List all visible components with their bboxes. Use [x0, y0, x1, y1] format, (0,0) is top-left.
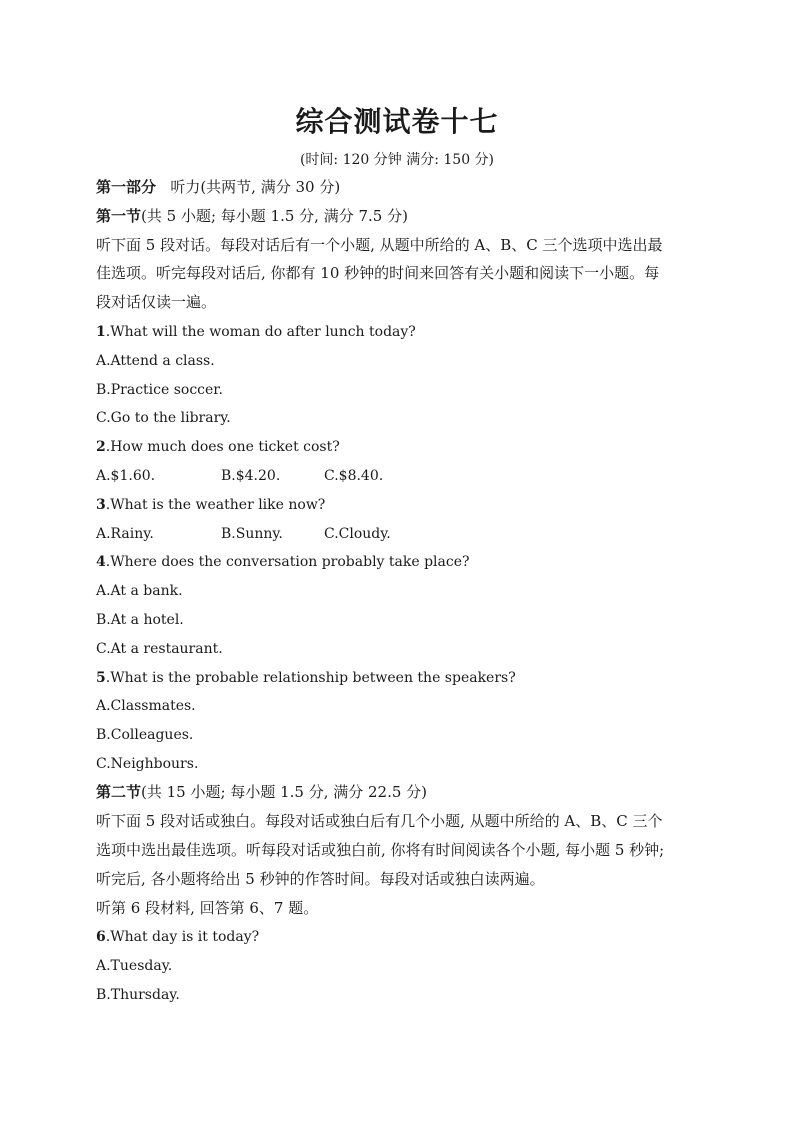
- part1-heading: [96, 178, 340, 196]
- option-a: A.Classmates.: [96, 698, 196, 714]
- section2-instruction-line: 听下面 5 段对话或独白。每段对话或独白后有几个小题, 从题中所给的 A、B、C 三个: [96, 812, 663, 830]
- option-a: A.Attend a class.: [96, 353, 215, 369]
- option-a: A.Rainy.: [96, 526, 154, 542]
- option-b: B.Thursday.: [96, 987, 180, 1003]
- question-text: .Where does the conversation probably take place?: [105, 554, 470, 570]
- option-a: A.Tuesday.: [96, 958, 173, 974]
- question-number: 5: [96, 670, 106, 686]
- option-a: A.$1.60.: [96, 468, 156, 484]
- question-number: 6: [96, 929, 106, 945]
- option-b: B.$4.20.: [221, 468, 281, 484]
- option-c: C.Go to the library.: [96, 410, 231, 426]
- option-b: B.At a hotel.: [96, 612, 184, 628]
- exam-time-score: (时间: 120 分钟 满分: 150 分): [299, 152, 495, 168]
- section2-heading: [96, 783, 427, 801]
- option-c: C.Neighbours.: [96, 756, 199, 772]
- question-text: .What day is it today?: [105, 929, 260, 945]
- section1-instruction-line: 佳选项。听完每段对话后, 你都有 10 秒钟的时间来回答有关小题和阅读下一小题。每: [96, 264, 660, 282]
- question-6: [96, 928, 259, 946]
- question-5: [96, 669, 516, 687]
- question-text: .How much does one ticket cost?: [105, 439, 340, 455]
- option-a: A.At a bank.: [96, 583, 183, 599]
- question-number: 2: [96, 439, 106, 455]
- section1-instruction-line: 段对话仅读一遍。: [96, 293, 217, 311]
- page-title: 综合测试卷十七: [295, 105, 499, 138]
- question-text: .What is the probable relationship between the speakers?: [105, 670, 516, 686]
- question-4: [96, 553, 470, 571]
- section2-heading-desc: (共 15 小题; 每小题 1.5 分, 满分 22.5 分): [141, 783, 428, 801]
- question-text: .What is the weather like now?: [105, 497, 326, 513]
- section2-heading-label: 第二节: [96, 783, 142, 801]
- question-number: 4: [96, 554, 106, 570]
- question-number: 1: [96, 324, 106, 340]
- question-1: [96, 323, 416, 341]
- material-note: 听第 6 段材料, 回答第 6、7 题。: [96, 899, 319, 917]
- section2-instruction-line: 选项中选出最佳选项。听每段对话或独白前, 你将有时间阅读各个小题, 每小题 5 秒钟;: [96, 841, 665, 859]
- section1-heading-desc: (共 5 小题; 每小题 1.5 分, 满分 7.5 分): [141, 207, 408, 225]
- section1-heading-label: 第一节: [96, 207, 142, 225]
- question-2: [96, 438, 340, 456]
- option-c: C.Cloudy.: [324, 526, 391, 542]
- part1-heading-desc: 听力(共两节, 满分 30 分): [170, 178, 341, 196]
- question-text: .What will the woman do after lunch today?: [105, 324, 416, 340]
- question-3: [96, 496, 325, 514]
- section1-instruction-line: 听下面 5 段对话。每段对话后有一个小题, 从题中所给的 A、B、C 三个选项中选出最: [96, 236, 663, 254]
- section2-instruction-line: 听完后, 各小题将给出 5 秒钟的作答时间。每段对话或独白读两遍。: [96, 870, 545, 888]
- question-number: 3: [96, 497, 106, 513]
- part1-heading-label: 第一部分: [96, 178, 157, 196]
- option-c: C.At a restaurant.: [96, 641, 223, 657]
- section1-heading: [96, 207, 408, 225]
- option-b: B.Practice soccer.: [96, 382, 223, 398]
- option-b: B.Sunny.: [221, 526, 283, 542]
- option-b: B.Colleagues.: [96, 727, 194, 743]
- option-c: C.$8.40.: [324, 468, 384, 484]
